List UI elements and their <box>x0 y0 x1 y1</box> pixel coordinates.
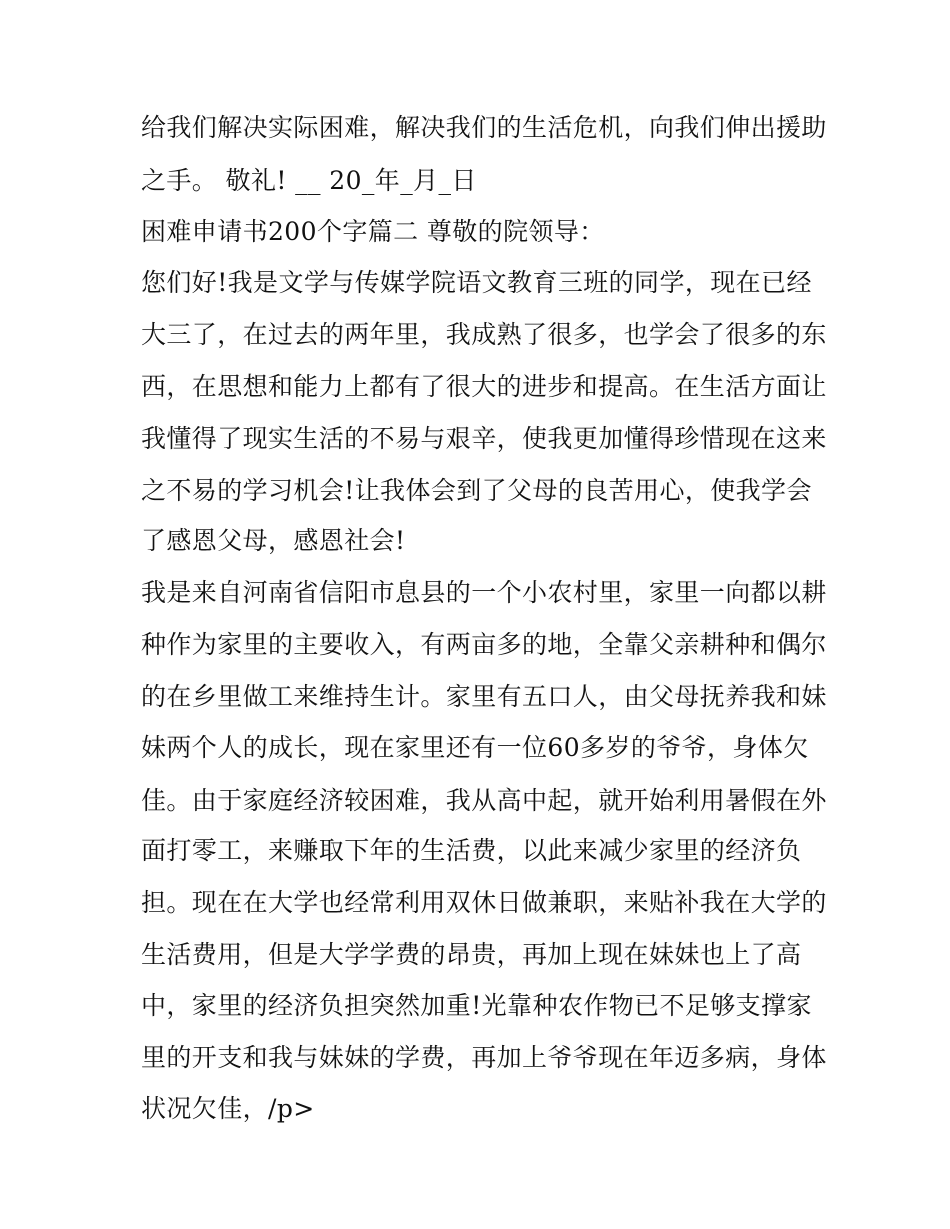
text-line: 西，在思想和能力上都有了很大的进步和提高。在生活方面让 <box>141 372 827 401</box>
text-line: 种作为家里的主要收入，有两亩多的地，全靠父亲耕种和偶尔 <box>141 630 827 659</box>
text-line: 给我们解决实际困难，解决我们的生活危机，向我们伸出援助 <box>141 113 827 142</box>
text-line: 之不易的学习机会!让我体会到了父母的良苦用心，使我学会 <box>141 476 812 505</box>
text-line: 里的开支和我与妹妹的学费，再加上爷爷现在年迈多病，身体 <box>141 1043 827 1072</box>
text-line: 中，家里的经济负担突然加重!光靠种农作物已不足够支撑家 <box>141 991 812 1020</box>
text-line: 大三了，在过去的两年里，我成熟了很多，也学会了很多的东 <box>141 320 827 349</box>
text-line: 之手。 敬礼! __ 20_年_月_日 <box>141 166 477 195</box>
text-line: 您们好!我是文学与传媒学院语文教育三班的同学，现在已经 <box>141 268 812 297</box>
text-line: 我是来自河南省信阳市息县的一个小农村里，家里一向都以耕 <box>141 578 827 607</box>
text-line: 状况欠佳，/p> <box>141 1094 315 1123</box>
text-line: 担。现在在大学也经常利用双休日做兼职，来贴补我在大学的 <box>141 888 827 917</box>
text-line: 妹两个人的成长，现在家里还有一位60多岁的爷爷，身体欠 <box>141 733 809 762</box>
text-line: 了感恩父母，感恩社会! <box>141 526 406 555</box>
text-line: 我懂得了现实生活的不易与艰辛，使我更加懂得珍惜现在这来 <box>141 424 827 453</box>
text-line: 生活费用，但是大学学费的昂贵，再加上现在妹妹也上了高 <box>141 940 802 969</box>
text-line: 困难申请书200个字篇二 尊敬的院领导： <box>141 217 605 246</box>
text-line: 面打零工，来赚取下年的生活费，以此来减少家里的经济负 <box>141 836 802 865</box>
text-line: 的在乡里做工来维持生计。家里有五口人，由父母抚养我和妹 <box>141 682 827 711</box>
text-line: 佳。由于家庭经济较困难，我从高中起，就开始利用暑假在外 <box>141 786 827 815</box>
